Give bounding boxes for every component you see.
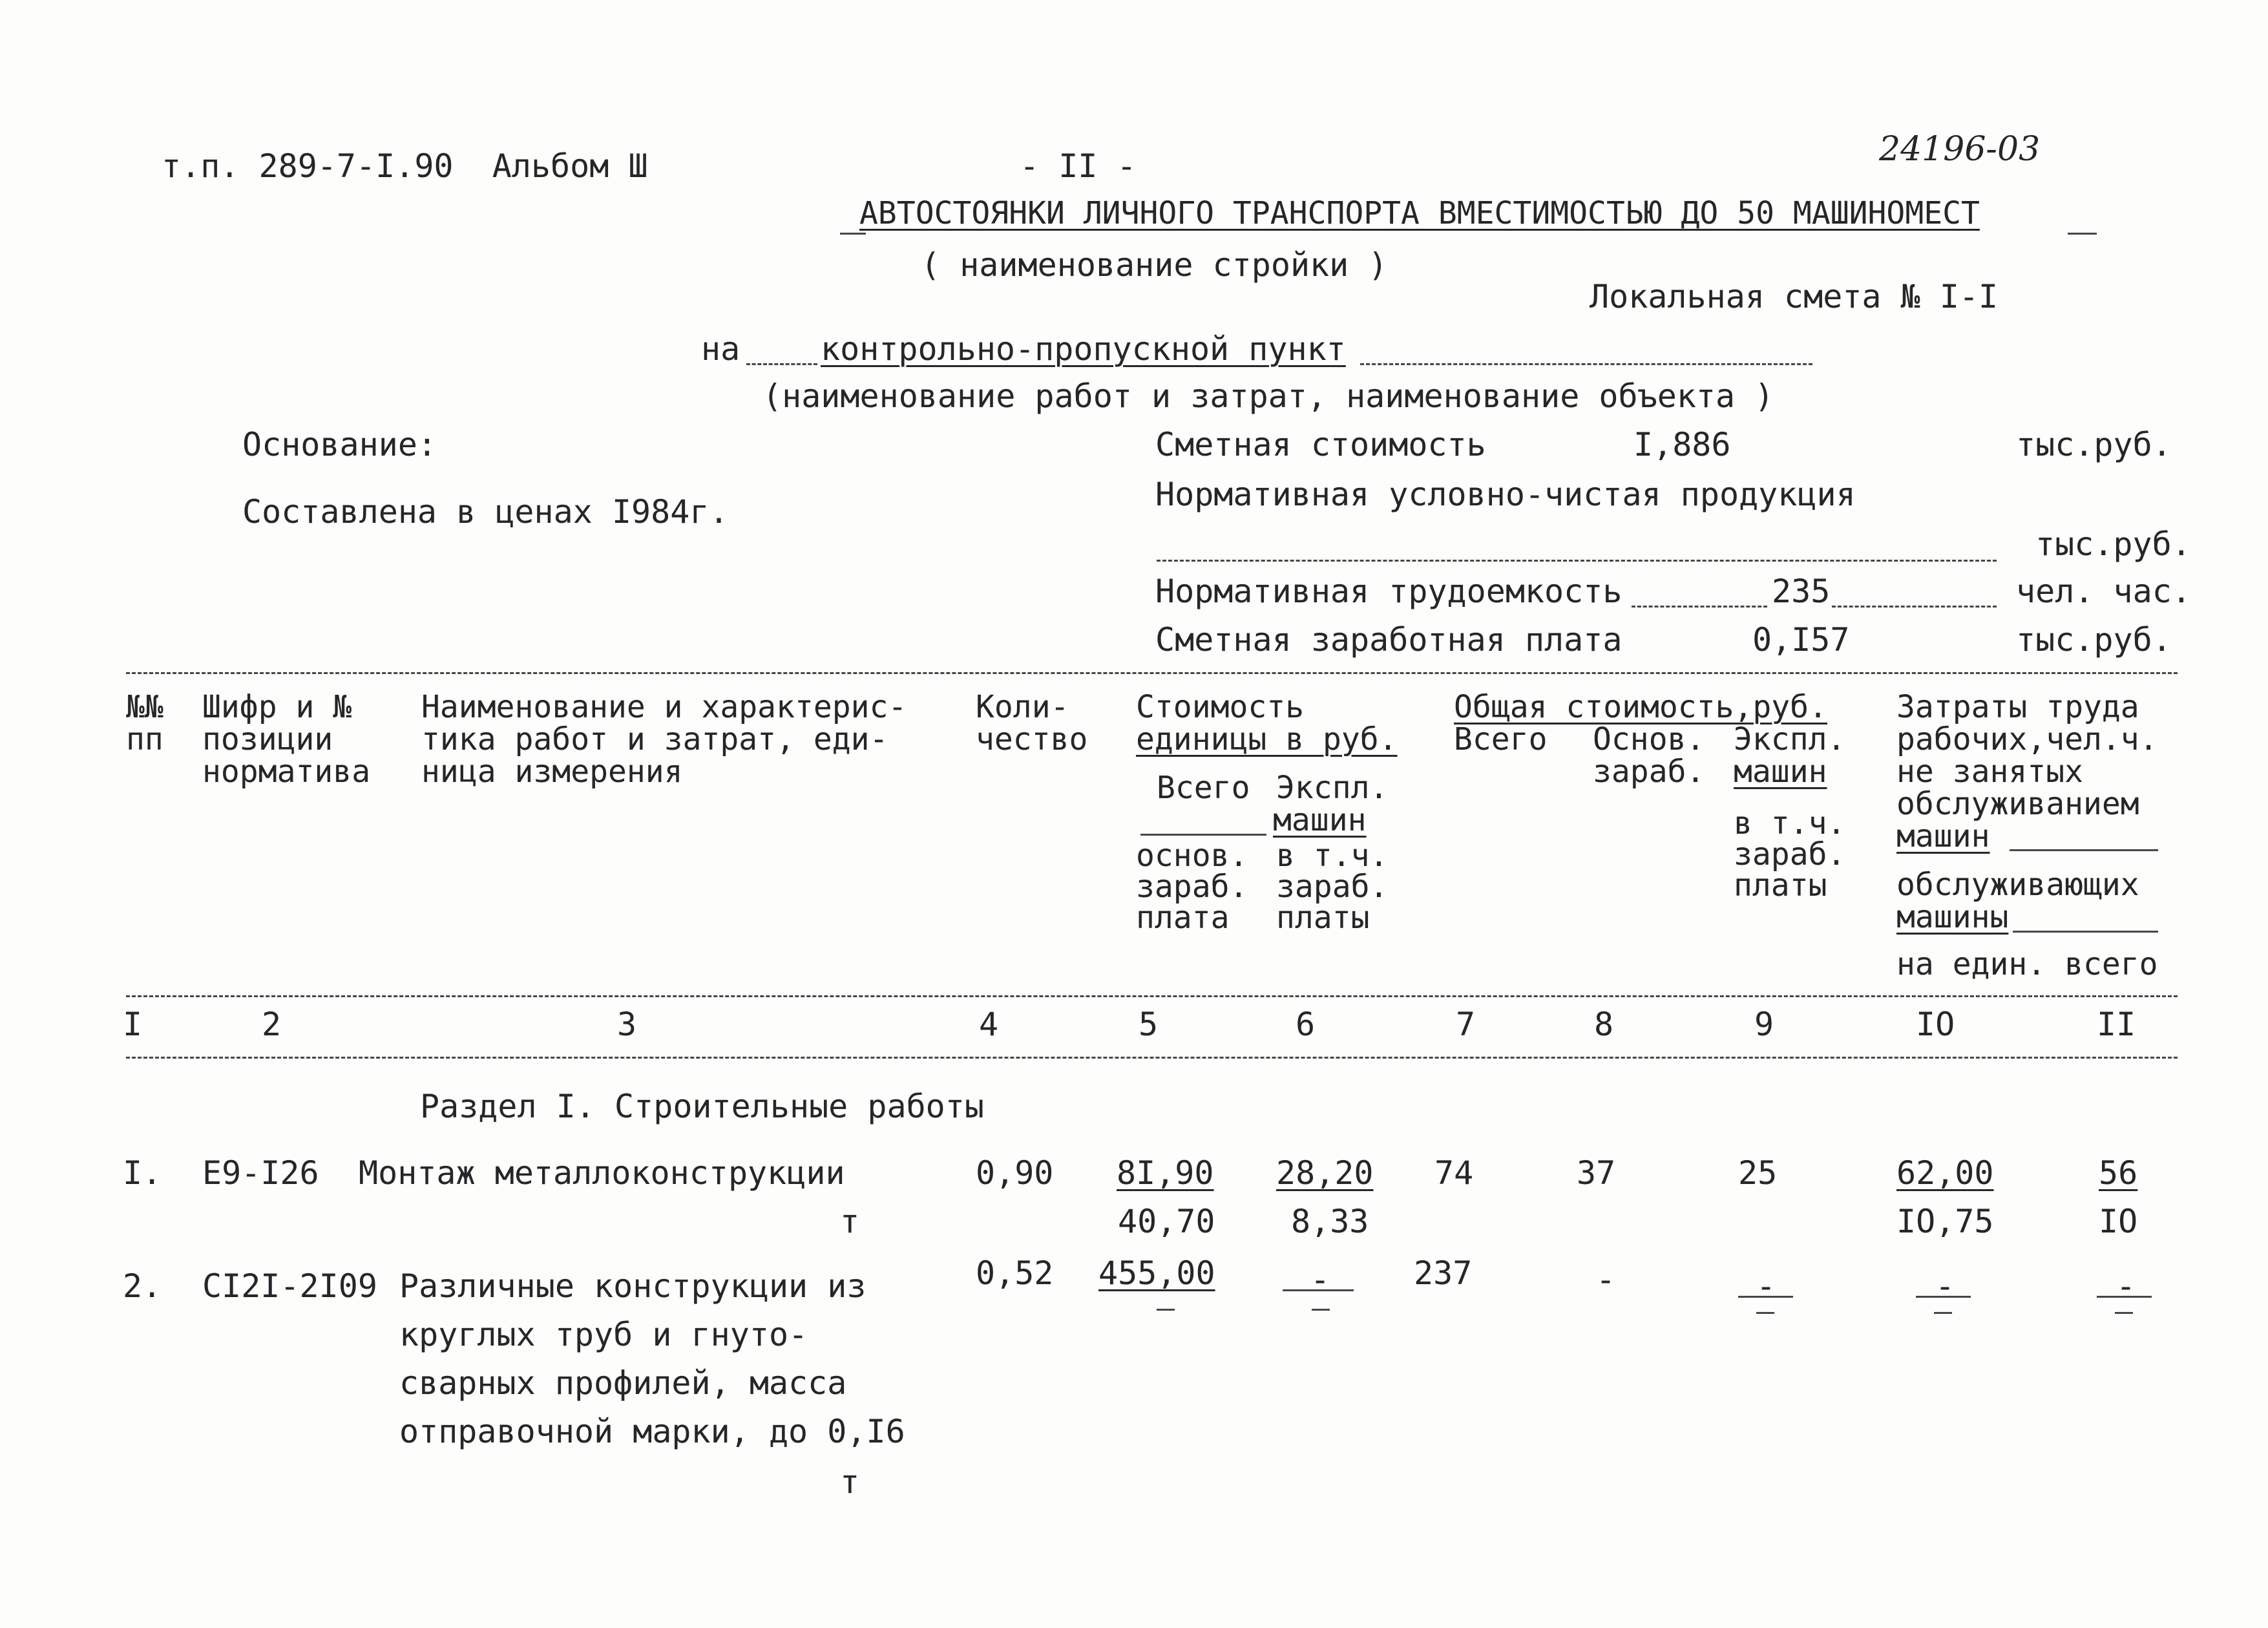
section-title: Раздел I. Строительные работы xyxy=(420,1088,984,1125)
row2-number: 2. xyxy=(123,1267,162,1305)
header-col1-line2: пп xyxy=(126,721,163,757)
col-number-3: 3 xyxy=(617,1006,637,1043)
header-unit-cost-2: единицы в руб. xyxy=(1136,721,1398,757)
page-number: - II - xyxy=(1020,147,1137,185)
row2-unit: т xyxy=(840,1463,860,1501)
labor-intensity-unit: чел. час. xyxy=(2016,573,2191,610)
project-caption: ( наименование стройки ) xyxy=(921,246,1388,284)
header-total-cost: Общая стоимость,руб. xyxy=(1454,689,1827,725)
header-uc-machines: машин xyxy=(1273,802,1367,838)
project-title: АВТОСТОЯНКИ ЛИЧНОГО ТРАНСПОРТА ВМЕСТИМОСТЬЮ ДО 50 МАШИНОМЕСТ xyxy=(859,195,1980,231)
header-labor-machines: машин xyxy=(1896,818,1990,854)
row1-unit: т xyxy=(840,1203,860,1240)
header-col3-line1: Наименование и характерис- xyxy=(421,689,907,725)
basis-label: Основание: xyxy=(242,426,437,463)
header-tc-total: Всего xyxy=(1454,721,1548,757)
row2-name-line3: сварных профилей, масса xyxy=(399,1364,847,1402)
estimated-cost-label: Сметная стоимость xyxy=(1155,426,1486,463)
row2-code: CI2I-2I09 xyxy=(202,1267,377,1305)
estimated-cost-value: I,886 xyxy=(1633,426,1731,463)
estimate-title: Локальная смета № I-I xyxy=(1590,278,1999,315)
col-number-5: 5 xyxy=(1139,1006,1159,1043)
nucp-label: Нормативная условно-чистая продукция xyxy=(1155,476,1856,513)
header-unit-cost: Стоимость xyxy=(1136,689,1305,725)
album-reference: т.п. 289-7-I.90 Альбом Ш xyxy=(162,147,648,185)
header-tc-machines: машин xyxy=(1734,754,1827,790)
row1-total: 74 xyxy=(1434,1154,1474,1192)
labor-intensity-value: 235 xyxy=(1772,573,1831,610)
header-uc-base-1: основ. xyxy=(1136,838,1248,874)
row1-total-base-wage: 37 xyxy=(1577,1154,1616,1192)
header-col2-line3: норматива xyxy=(202,754,371,790)
header-col3-line2: тика работ и затрат, еди- xyxy=(421,721,888,757)
header-col2-line2: позиции xyxy=(202,721,333,757)
header-tc-expl: Экспл. xyxy=(1734,721,1846,757)
header-uc-incl-2: зараб. xyxy=(1276,869,1389,905)
header-labor-3: не занятых xyxy=(1896,754,2083,790)
row2-unit-machine: - xyxy=(1310,1261,1330,1298)
col-number-11: II xyxy=(2097,1006,2136,1043)
header-col1-line1: №№ xyxy=(126,689,163,725)
row2-unit-total: 455,00 xyxy=(1098,1254,1215,1292)
archive-number: 24196-03 xyxy=(1879,130,2041,169)
header-labor-4: обслуживанием xyxy=(1896,786,2139,822)
object-name: контрольно-пропускной пункт xyxy=(821,330,1346,368)
header-uc-base-3: плата xyxy=(1136,900,1230,936)
object-caption: (наименование работ и затрат, наименование объекта ) xyxy=(762,377,1774,415)
row1-number: I. xyxy=(123,1154,162,1192)
col-number-2: 2 xyxy=(262,1006,282,1043)
estimated-cost-unit: тыс.руб. xyxy=(2016,426,2172,463)
row1-quantity: 0,90 xyxy=(976,1154,1054,1192)
header-labor-per-unit: на един. всего xyxy=(1896,946,2158,982)
header-labor-serving-2: машины xyxy=(1896,899,2009,935)
row1-labor-unit-serving: IO,75 xyxy=(1896,1203,1994,1240)
header-col4-line2: чество xyxy=(976,721,1088,757)
header-labor-2: рабочих,чел.ч. xyxy=(1896,721,2158,757)
row1-total-machine: 25 xyxy=(1738,1154,1778,1192)
header-labor-serving: обслуживающих xyxy=(1896,867,2139,903)
nucp-unit: тыс.руб. xyxy=(2035,525,2191,563)
header-tc-incl-3: платы xyxy=(1734,867,1827,904)
prices-label: Составлена в ценах I984г. xyxy=(242,493,729,531)
row1-unit-base-wage: 40,70 xyxy=(1118,1203,1215,1240)
header-col2-line1: Шифр и № xyxy=(202,689,352,725)
row2-quantity: 0,52 xyxy=(976,1254,1054,1292)
labor-intensity-label: Нормативная трудоемкость xyxy=(1155,573,1622,610)
header-tc-incl-1: в т.ч. xyxy=(1734,805,1846,841)
row1-code: Е9-I26 xyxy=(202,1154,319,1192)
row1-name: Монтаж металлоконструкции xyxy=(359,1154,845,1192)
header-uc-incl-3: платы xyxy=(1276,900,1370,936)
row2-total-base-wage: - xyxy=(1596,1261,1616,1298)
header-uc-expl: Экспл. xyxy=(1276,770,1389,806)
on-label: на xyxy=(701,330,740,368)
row2-labor-unit: - xyxy=(1935,1267,1955,1305)
header-tc-base-2: зараб. xyxy=(1593,754,1705,790)
header-tc-base-1: Основ. xyxy=(1593,721,1705,757)
header-col3-line3: ница измерения xyxy=(421,754,683,790)
header-tc-incl-2: зараб. xyxy=(1734,836,1846,872)
wage-fund-unit: тыс.руб. xyxy=(2016,621,2172,659)
row2-name-line4: отправочной марки, до 0,I6 xyxy=(399,1413,905,1450)
col-number-4: 4 xyxy=(979,1006,999,1043)
row1-unit-machine-wage: 8,33 xyxy=(1291,1203,1369,1240)
row2-total-machine: - xyxy=(1756,1267,1776,1305)
col-number-1: I xyxy=(123,1006,143,1043)
row2-labor-total: - xyxy=(2116,1267,2136,1305)
row1-labor-total-serving: IO xyxy=(2099,1203,2138,1240)
row1-labor-total: 56 xyxy=(2099,1154,2138,1192)
col-number-6: 6 xyxy=(1296,1006,1316,1043)
row1-unit-total: 8I,90 xyxy=(1117,1154,1214,1192)
header-uc-total: Всего xyxy=(1157,770,1250,806)
header-uc-base-2: зараб. xyxy=(1136,869,1248,905)
row1-labor-unit: 62,00 xyxy=(1896,1154,1994,1192)
wage-fund-value: 0,I57 xyxy=(1752,621,1850,659)
header-col4-line1: Коли- xyxy=(976,689,1069,725)
col-number-8: 8 xyxy=(1594,1006,1614,1043)
col-number-10: IO xyxy=(1916,1006,1955,1043)
row2-total: 237 xyxy=(1414,1254,1473,1292)
col-number-7: 7 xyxy=(1456,1006,1476,1043)
col-number-9: 9 xyxy=(1754,1006,1774,1043)
wage-fund-label: Сметная заработная плата xyxy=(1155,621,1622,659)
header-labor-1: Затраты труда xyxy=(1896,689,2139,725)
row1-unit-machine: 28,20 xyxy=(1276,1154,1374,1192)
row2-name-line1: Различные конструкции из xyxy=(399,1267,866,1305)
header-uc-incl-1: в т.ч. xyxy=(1276,838,1389,874)
row2-name-line2: круглых труб и гнуто- xyxy=(399,1316,808,1353)
